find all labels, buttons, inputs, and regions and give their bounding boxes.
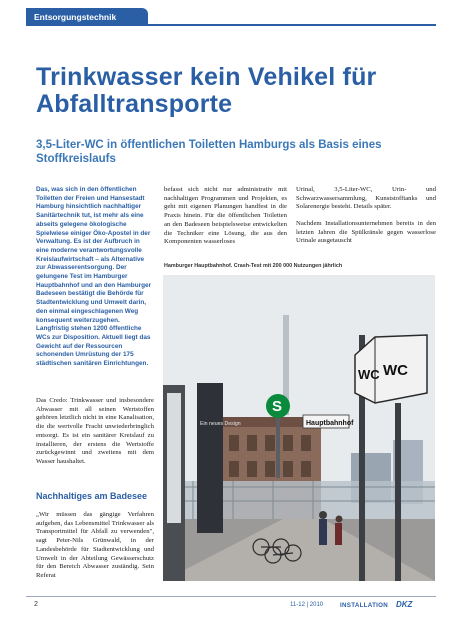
body-paragraph-2: „Wir müssen das gängige Verfahren aufgeben, das Lebensmittel Trinkwasser als Transportmittel für Abfall zu verwenden", sagt Peter-Nils Grünwald, in der Landesbehörde für Stadtentwicklung und Umwelt in der Abteilung Gewässerschutz für den Bereich Abwasser zuständig. Sein Referat (36, 511, 154, 579)
header-rule (26, 24, 436, 26)
article-title: Trinkwasser kein Vehikel für Abfalltransporte (36, 63, 377, 118)
hauptbahnhof-sign-text: Hauptbahnhof (306, 420, 354, 427)
sbahn-letter: S (272, 398, 283, 415)
wc-sign-left: WC (358, 367, 380, 382)
section-tab: Entsorgungstechnik (26, 8, 148, 25)
intro-paragraph: Das, was sich in den öffentlichen Toiletten der Freien und Hansestadt Hamburg hinsichtlich nachhaltiger Sanitärtechnik tut, ist mehr als eine abseits gelegene ökologische Spielwiese einiger Öko-Apostel in der Verwaltung. Es ist der Aufbruch in eine moderne verantwortungsvolle Kreislaufwirtschaft – als Alternative zur Abwasserentsorgung. Der gelungene Test im Hamburger Hauptbahnhof und an den Hamburger Badeseen bestätigt die Behörde für Stadtentwicklung und Umwelt darin, den einmal eingeschlagenen Weg konsequent weiterzugehen. Langfristig stehen 1200 öffentliche WCs zur Disposition. Aktuell liegt das Gewicht auf der Ressourcen schonenden Umrüstung der 175 städtischen sanitären Einrichtungen. (36, 186, 152, 368)
brand-logo: DKZ (396, 600, 413, 609)
body-paragraph-1: Das Credo: Trinkwasser und insbesondere Abwasser mit all seinen Wertstoffen gehören letztlich nicht in eine Kanalisation, die die wertvolle Fracht unwiederbringlich entsorgt. Es ist ein sanitärer Kreislauf zu installieren, der erstens die Wertstoffe zurückgewinnt und zweitens mit dem Wasser haushaltet. (36, 397, 154, 465)
article-subtitle: 3,5-Liter-WC in öffentlichen Toiletten Hamburgs als Basis eines Stoffkreislaufs (36, 139, 382, 165)
body-column-3-p2: Nachdem Installationsunternehmen bereits in den letzten Jahren die Spülkränsle gegen wasserlose Urinale ausgetauscht (296, 220, 436, 245)
pillar-ad-text: Ein neues Design (200, 421, 241, 427)
station-scene (163, 275, 435, 581)
body-column-2: befasst sich nicht nur administrativ mit nachhaltigen Programmen und Projekten, es geht mit eigenen Planungen handfest in die Praxis hinein. Für die öffentlichen Toiletten an den Badeseen beispielsweise entwickelten die Techniker eine Lösung, die aus den Komponenten wasserloses (164, 186, 287, 246)
body-column-3-p1: Urinal, 3,5-Liter-WC, Urin- und Schwarzwassersammlung, Kunststofftanks und Solarenergie besteht. Details später. (296, 186, 436, 211)
section-heading: Nachhaltiges am Badesee (36, 491, 148, 501)
footer-rule (26, 596, 436, 597)
photo-caption: Hamburger Hauptbahnhof. Crash-Test mit 200 000 Nutzungen jährlich (164, 263, 343, 269)
station-photo (163, 275, 435, 581)
wc-sign-right: WC (383, 362, 408, 379)
magazine-name: INSTALLATION (340, 602, 389, 609)
issue-number: 11-12 | 2010 (290, 602, 324, 608)
page-number: 2 (34, 601, 38, 608)
